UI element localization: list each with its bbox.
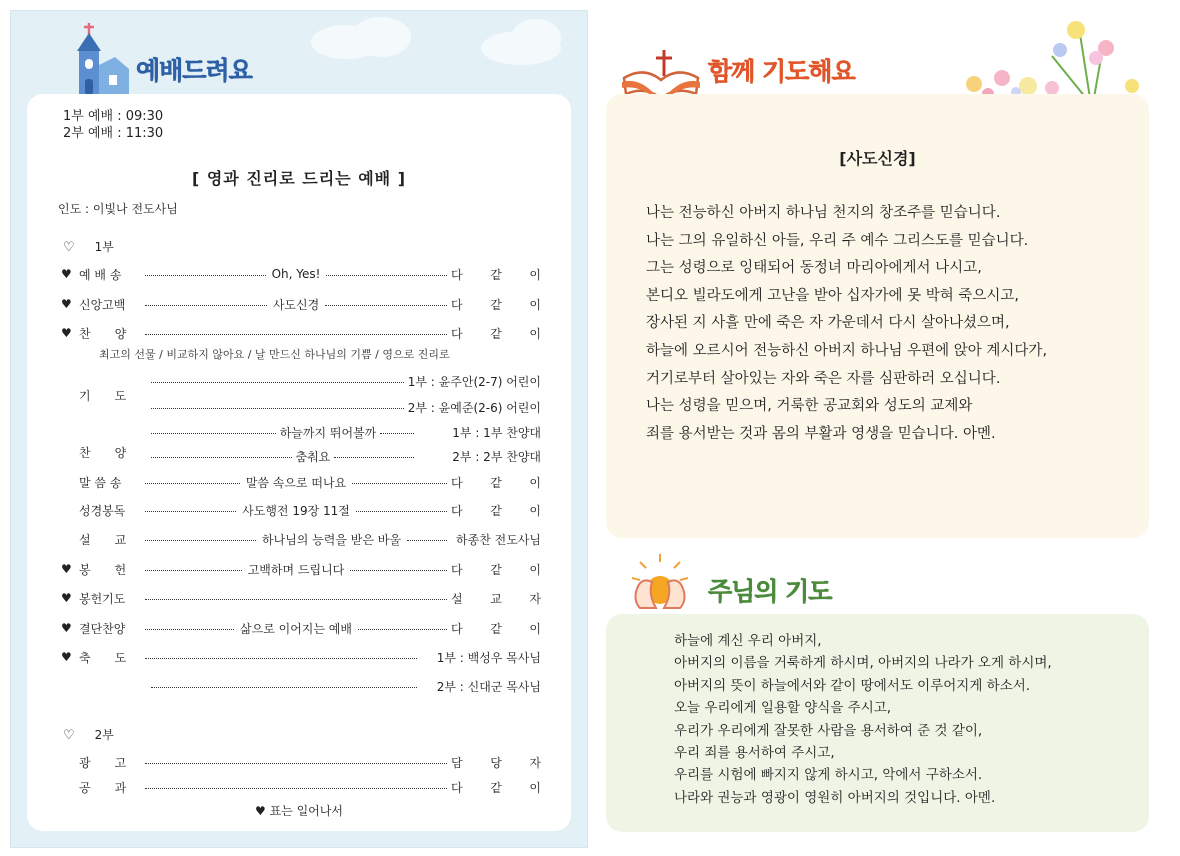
leader-dots bbox=[145, 483, 240, 484]
service-times bbox=[63, 108, 163, 142]
heart-icon: ♥ bbox=[61, 650, 72, 664]
row-offering-prayer bbox=[61, 588, 541, 608]
leader-dots bbox=[151, 687, 417, 688]
creed-line: 본디오 빌라도에게 고난을 받아 십자가에 못 박혀 죽으시고, bbox=[646, 287, 1020, 304]
heart-icon: ♥ bbox=[61, 621, 72, 635]
leader-dots bbox=[145, 570, 242, 571]
row-name: 봉 헌 bbox=[79, 562, 127, 577]
row-who: 1부 : 백성우 목사님 bbox=[436, 650, 541, 665]
order-title: [ 영과 진리로 드리는 예배 ] bbox=[191, 169, 407, 188]
leader-dots bbox=[407, 540, 447, 541]
leader-dots bbox=[358, 629, 447, 630]
row-name: 광 고 bbox=[79, 755, 127, 770]
row-who: 다 같 이 bbox=[451, 326, 541, 341]
row-content: 사도행전 19장 11절 bbox=[242, 503, 350, 518]
leader-dots bbox=[350, 570, 447, 571]
lords-prayer-text bbox=[674, 630, 1052, 809]
creed-line: 그는 성령으로 잉태되어 동정녀 마리아에게서 나시고, bbox=[646, 260, 982, 277]
row-who: 다 같 이 bbox=[451, 780, 541, 795]
prayer-person-1: 1부 : 윤주안(2-7) 어린이 bbox=[407, 374, 541, 389]
heart-outline-icon: ♡ bbox=[63, 728, 75, 743]
row-word-song bbox=[61, 472, 541, 492]
row-hymn bbox=[61, 323, 541, 343]
part2-text: 2부 bbox=[94, 728, 114, 742]
leader-dots bbox=[145, 511, 236, 512]
part1-text: 1부 bbox=[94, 240, 114, 254]
leader-dots bbox=[145, 658, 417, 659]
prayer-line: 하늘에 계신 우리 아버지, bbox=[674, 633, 822, 649]
row-name: 공 과 bbox=[79, 780, 127, 795]
lords-prayer-section-title: 주님의 기도 bbox=[708, 577, 832, 606]
row-offering bbox=[61, 559, 541, 579]
prayer-label: 기 도 bbox=[79, 389, 127, 403]
creed-line: 나는 성령을 믿으며, 거룩한 공교회와 성도의 교제와 bbox=[646, 398, 973, 415]
row-lesson bbox=[61, 777, 541, 797]
row-content: 고백하며 드립니다 bbox=[247, 562, 345, 577]
special-hymn-choir-2: 2부 : 2부 찬양대 bbox=[452, 449, 541, 464]
row-who: 설 교 자 bbox=[451, 591, 541, 606]
apostles-creed-card bbox=[606, 94, 1149, 538]
row-who: 다 같 이 bbox=[451, 475, 541, 490]
creed-line: 장사된 지 사흘 만에 죽은 자 가운데서 다시 살아나셨으며, bbox=[646, 315, 1010, 332]
leader-dots bbox=[326, 275, 447, 276]
prayer-line: 아버지의 뜻이 하늘에서와 같이 땅에서도 이루어지게 하소서. bbox=[674, 677, 1031, 694]
leader-dots bbox=[380, 433, 414, 434]
service-time-1: 1부 예배 : 09:30 bbox=[63, 109, 164, 124]
leader-dots bbox=[145, 540, 256, 541]
order-of-service-card bbox=[27, 94, 571, 831]
prayer-line: 오늘 우리에게 일용할 양식을 주시고, bbox=[674, 700, 892, 717]
heart-icon: ♥ bbox=[61, 591, 72, 605]
row-who: 담 당 자 bbox=[451, 755, 541, 770]
worship-panel bbox=[10, 10, 588, 848]
row-name: 설 교 bbox=[79, 532, 127, 547]
lords-prayer-card bbox=[606, 614, 1149, 832]
leader-dots bbox=[151, 408, 404, 409]
special-hymn-row-1 bbox=[147, 422, 541, 442]
leader-dots bbox=[145, 763, 447, 764]
leader-dots bbox=[151, 382, 404, 383]
row-who: 다 같 이 bbox=[451, 621, 541, 636]
row-content: 삶으로 이어지는 예배 bbox=[240, 621, 352, 636]
part1-label bbox=[63, 238, 114, 255]
row-name: 봉헌기도 bbox=[79, 591, 126, 606]
special-hymn-row-2 bbox=[147, 446, 541, 466]
row-content: 말씀 속으로 떠나요 bbox=[245, 475, 347, 490]
row-name: 축 도 bbox=[79, 650, 127, 665]
special-hymn-song-2: 춤춰요 bbox=[295, 449, 331, 464]
row-who: 2부 : 신대군 목사님 bbox=[436, 679, 541, 694]
row-creed bbox=[61, 294, 541, 314]
row-content: Oh, Yes! bbox=[271, 267, 321, 281]
prayer-row-1 bbox=[147, 371, 541, 391]
worship-title: 예배드려요 bbox=[136, 56, 252, 85]
prayer-row-2 bbox=[147, 397, 541, 417]
special-hymn-label: 찬 양 bbox=[79, 446, 127, 460]
heart-icon: ♥ bbox=[61, 326, 72, 340]
leader-dots bbox=[145, 305, 267, 306]
praying-hands-icon bbox=[626, 552, 696, 614]
prayer-line: 우리를 시험에 빠지지 않게 하시고, 악에서 구하소서. bbox=[674, 767, 983, 784]
row-who: 다 같 이 bbox=[451, 267, 541, 282]
row-who: 하종찬 전도사님 bbox=[456, 532, 541, 547]
church-icon bbox=[63, 21, 133, 95]
creed-line: 죄를 용서받는 것과 몸의 부활과 영생을 믿습니다. 아멘. bbox=[646, 425, 996, 442]
heart-outline-icon: ♡ bbox=[63, 240, 75, 255]
leader-dots bbox=[151, 457, 292, 458]
hymn-list: 최고의 선물 / 비교하지 않아요 / 날 만드신 하나님의 기쁨 / 영으로 진리로 bbox=[99, 348, 450, 361]
prayer-line: 나라와 권능과 영광이 영원히 아버지의 것입니다. 아멘. bbox=[674, 789, 996, 806]
leader-dots bbox=[145, 599, 447, 600]
leader-dots bbox=[334, 457, 414, 458]
service-time-2: 2부 예배 : 11:30 bbox=[63, 126, 164, 141]
special-hymn-song-1: 하늘까지 뛰어볼까 bbox=[279, 425, 377, 440]
cloud-decoration bbox=[511, 19, 561, 57]
row-name: 예 배 송 bbox=[79, 267, 122, 282]
row-scripture bbox=[61, 500, 541, 520]
heart-icon: ♥ bbox=[61, 297, 72, 311]
leader-dots bbox=[151, 433, 276, 434]
leader-dots bbox=[325, 305, 447, 306]
prayer-line: 우리가 우리에게 잘못한 사람을 용서하여 준 것 같이, bbox=[674, 722, 983, 739]
row-benediction-2 bbox=[147, 676, 541, 696]
row-praise bbox=[61, 264, 541, 284]
special-hymn-choir-1: 1부 : 1부 찬양대 bbox=[452, 425, 541, 440]
stand-note: ♥ 표는 일어나서 bbox=[255, 804, 343, 818]
leader-dots bbox=[145, 788, 447, 789]
row-name: 결단찬양 bbox=[79, 621, 126, 636]
row-closing-hymn bbox=[61, 618, 541, 638]
row-who: 다 같 이 bbox=[451, 297, 541, 312]
heart-icon: ♥ bbox=[61, 267, 72, 281]
creed-heading: [사도신경] bbox=[839, 149, 916, 168]
leader-dots bbox=[145, 629, 234, 630]
leader-dots bbox=[145, 275, 266, 276]
row-benediction bbox=[61, 647, 541, 667]
heart-icon: ♥ bbox=[61, 562, 72, 576]
leader-dots bbox=[145, 334, 447, 335]
row-name: 신앙고백 bbox=[79, 297, 126, 312]
creed-line: 하늘에 오르시어 전능하신 아버지 하나님 우편에 앉아 계시다가, bbox=[646, 342, 1048, 359]
row-name: 성경봉독 bbox=[79, 503, 126, 518]
row-who: 다 같 이 bbox=[451, 503, 542, 518]
creed-line: 나는 전능하신 아버지 하나님 천지의 창조주를 믿습니다. bbox=[646, 205, 1001, 221]
row-announcements bbox=[61, 752, 541, 772]
row-name: 말 씀 송 bbox=[79, 475, 122, 490]
creed-line: 거기로부터 살아있는 자와 죽은 자를 심판하러 오십니다. bbox=[646, 370, 1001, 387]
row-content: 사도신경 bbox=[272, 297, 320, 312]
prayer-person-2: 2부 : 윤예준(2-6) 어린이 bbox=[407, 400, 541, 415]
flowers-icon bbox=[952, 12, 1144, 100]
part2-label bbox=[63, 726, 114, 743]
leader: 인도 : 이빛나 전도사님 bbox=[58, 202, 178, 216]
creed-line: 나는 그의 유일하신 아들, 우리 주 예수 그리스도를 믿습니다. bbox=[646, 232, 1029, 249]
prayer-line: 우리 죄를 용서하여 주시고, bbox=[674, 745, 835, 762]
prayer-line: 아버지의 이름을 거룩하게 하시며, 아버지의 나라가 오게 하시며, bbox=[674, 655, 1052, 672]
row-who: 다 같 이 bbox=[451, 562, 541, 577]
row-name: 찬 양 bbox=[79, 326, 127, 341]
leader-dots bbox=[356, 511, 447, 512]
leader-dots bbox=[352, 483, 447, 484]
row-content: 하나님의 능력을 받은 바울 bbox=[262, 532, 401, 547]
cloud-decoration bbox=[351, 17, 411, 57]
row-sermon bbox=[61, 529, 541, 549]
creed-text bbox=[646, 200, 1047, 448]
creed-section-title: 함께 기도해요 bbox=[708, 57, 855, 86]
